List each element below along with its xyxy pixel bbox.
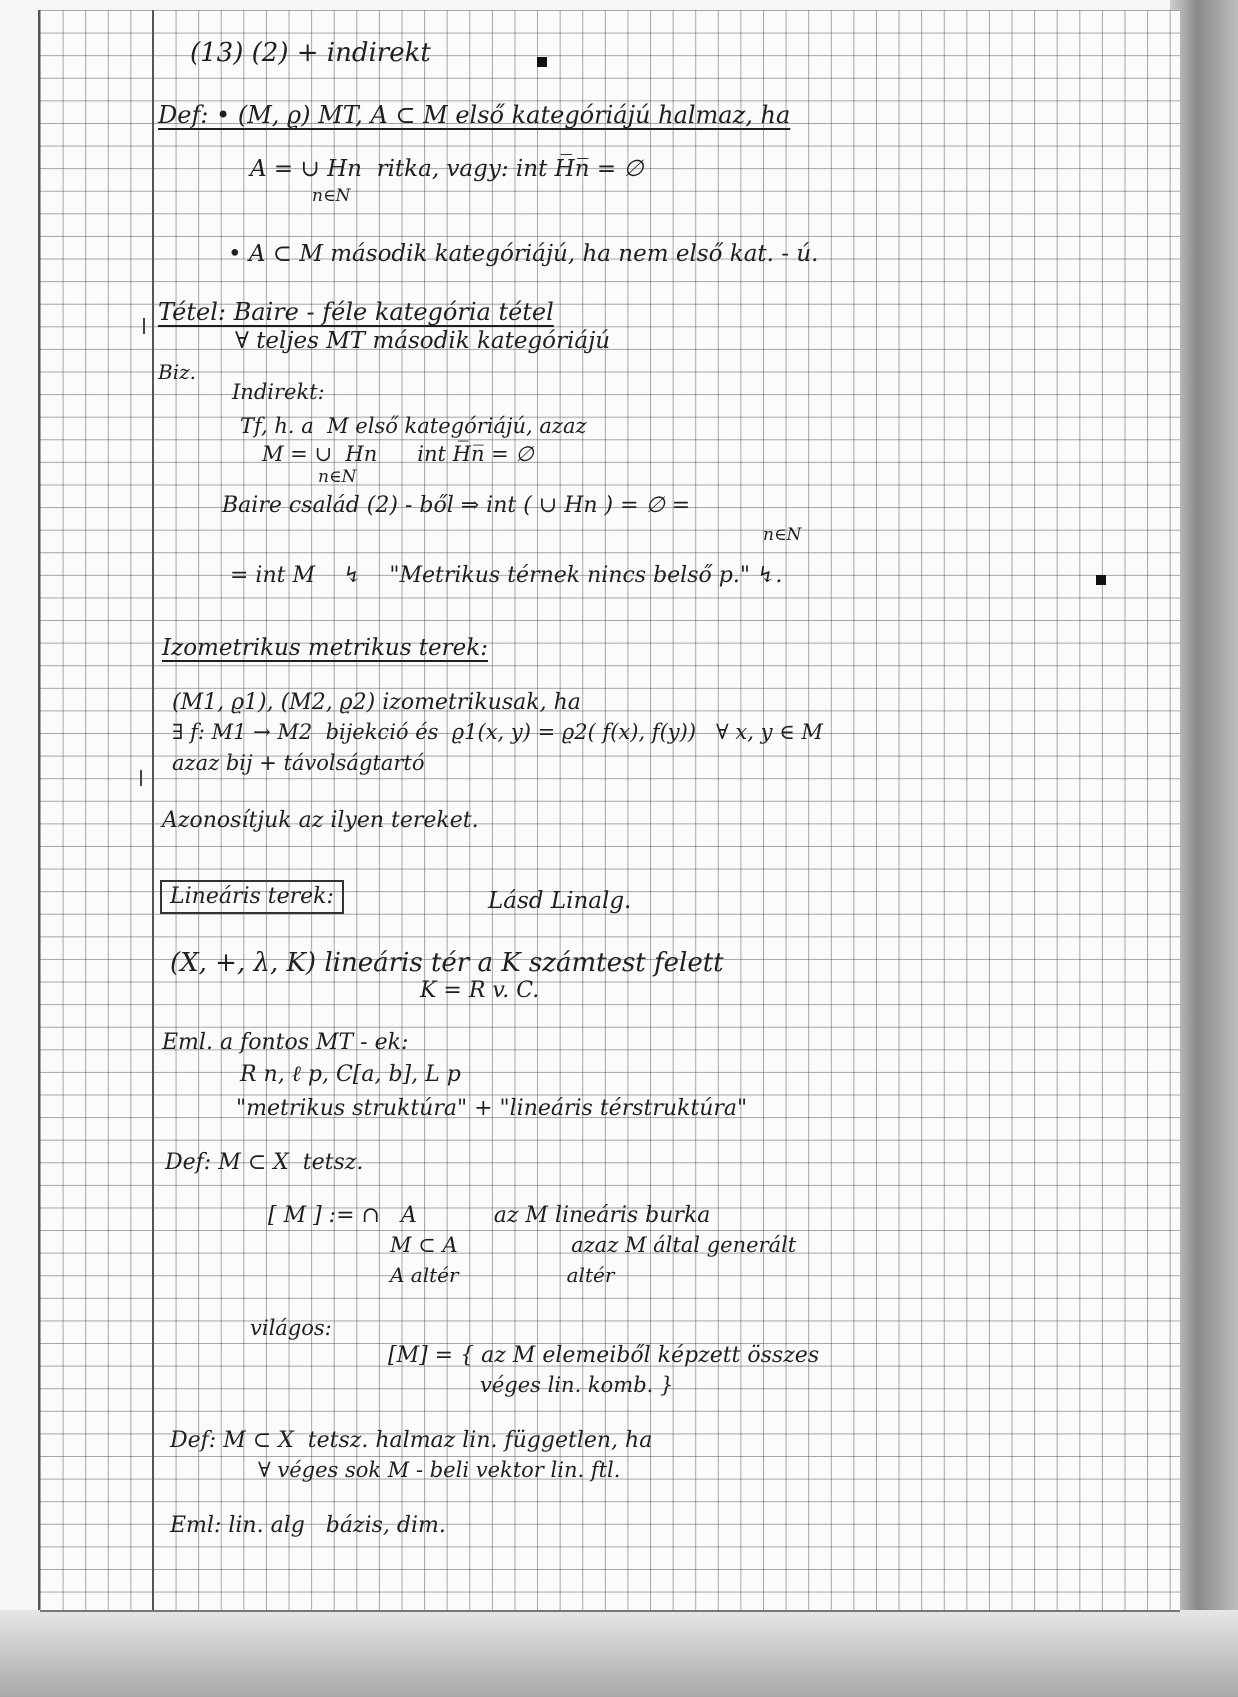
line-18: Lineáris terek: xyxy=(160,880,344,914)
line-03: A = ∪ Hn ritka, vagy: int H̅n̅ = ∅ xyxy=(250,156,644,182)
line-03-sub: n∈N xyxy=(312,186,351,206)
line-10: M = ∪ Hn int H̅n̅ = ∅ xyxy=(262,442,534,466)
line-23: "metrikus struktúra" + "lineáris térstruktúra" xyxy=(236,1096,748,1121)
end-of-proof-mark xyxy=(537,57,547,67)
line-28: világos: xyxy=(250,1316,332,1340)
line-07: Biz. xyxy=(158,360,196,384)
line-33: Eml: lin. alg bázis, dim. xyxy=(170,1513,446,1538)
line-16: azaz bij + távolságtartó xyxy=(172,751,425,775)
line-02: Def: • (M, ϱ) MT, A ⊂ M első kategóriájú halmaz, ha xyxy=(158,101,791,129)
line-21: Eml. a fontos MT - ek: xyxy=(162,1030,409,1055)
line-24: Def: M ⊂ X tetsz. xyxy=(165,1150,364,1175)
line-26: M ⊂ A azaz M által generált xyxy=(390,1233,797,1257)
line-25: [ M ] := ∩ A az M lineáris burka xyxy=(268,1203,711,1228)
end-of-proof-mark xyxy=(1096,575,1106,585)
margin-line xyxy=(152,10,154,1610)
line-22: R n, ℓ p, C[a, b], L p xyxy=(240,1062,461,1087)
scan-shadow-bottom xyxy=(0,1610,1238,1697)
line-32: ∀ véges sok M - beli vektor lin. ftl. xyxy=(258,1458,621,1482)
line-05: Tétel: Baire - féle kategória tétel xyxy=(158,298,554,326)
line-08: Indirekt: xyxy=(232,380,325,404)
line-01: (13) (2) + indirekt xyxy=(190,38,431,68)
line-19: (X, +, λ, K) lineáris tér a K számtest felett xyxy=(170,948,724,978)
line-10-sub: n∈N xyxy=(318,467,357,487)
line-17: Azonosítjuk az ilyen tereket. xyxy=(162,808,479,833)
line-27: A altér altér xyxy=(390,1263,615,1287)
line-11: Baire család (2) - ből ⇒ int ( ∪ Hn ) = ∅ = xyxy=(222,493,691,518)
scan-shadow-right xyxy=(1170,0,1238,1697)
line-09: Tf, h. a M első kategóriájú, azaz xyxy=(240,414,587,438)
line-18b: Lásd Linalg. xyxy=(488,888,632,914)
line-06: ∀ teljes MT második kategóriájú xyxy=(235,328,611,354)
line-11-sub: n∈N xyxy=(763,525,802,545)
line-30: véges lin. komb. } xyxy=(480,1373,674,1397)
line-31: Def: M ⊂ X tetsz. halmaz lin. független, ha xyxy=(170,1428,653,1453)
line-20: K = R v. C. xyxy=(420,978,540,1003)
line-13: Izometrikus metrikus terek: xyxy=(162,635,488,661)
margin-mark xyxy=(143,318,155,334)
line-14: (M1, ϱ1), (M2, ϱ2) izometrikusak, ha xyxy=(172,690,581,715)
line-15: ∃ f: M1 → M2 bijekció és ϱ1(x, y) = ϱ2( f(x), f(y)) ∀ x, y ∈ M xyxy=(172,720,823,744)
line-29: [M] = { az M elemeiből képzett összes xyxy=(388,1343,820,1368)
line-12: = int M ↯ "Metrikus térnek nincs belső p." ↯. xyxy=(230,563,783,588)
margin-mark xyxy=(140,770,152,786)
line-04: • A ⊂ M második kategóriájú, ha nem első kat. - ú. xyxy=(228,241,819,267)
